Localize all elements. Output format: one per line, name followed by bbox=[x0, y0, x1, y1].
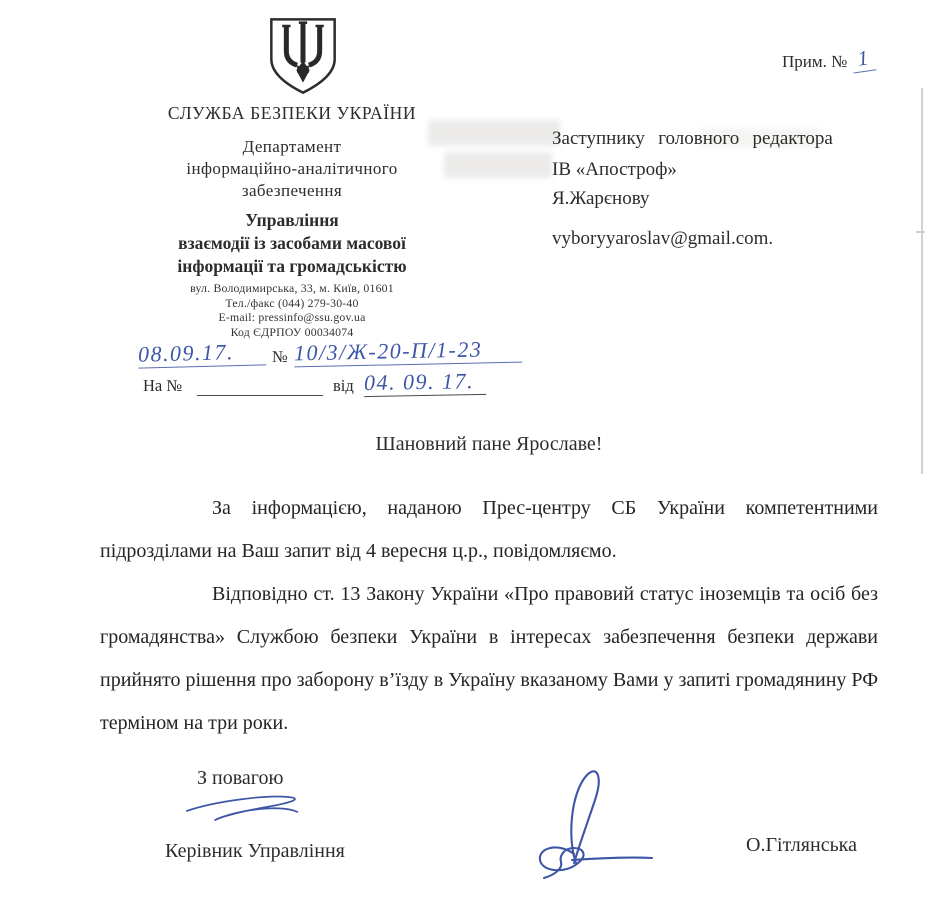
department-line: Департамент bbox=[242, 137, 342, 156]
closing-flourish-signature bbox=[178, 789, 310, 829]
incoming-ref-label: На № bbox=[143, 376, 183, 395]
phone-line: Тел./факс (044) 279-30-40 bbox=[225, 295, 359, 310]
closing-respectfully: З повагою bbox=[197, 767, 284, 789]
edrpou-line: Код ЄДРПОУ 00034074 bbox=[230, 324, 354, 339]
department-line: інформаційно-аналітичного bbox=[186, 159, 398, 178]
division-line: взаємодії із засобами масової bbox=[178, 233, 406, 253]
outgoing-date-handwritten: 08.09.17. bbox=[138, 338, 267, 368]
department-name bbox=[122, 136, 462, 202]
division-line: Управління bbox=[245, 210, 339, 230]
email-line: E-mail: pressinfo@ssu.gov.ua bbox=[218, 310, 366, 325]
salutation: Шановний пане Ярославе! bbox=[375, 433, 603, 455]
scan-edge-tick bbox=[916, 231, 925, 233]
signer-name: О.Гітлянська bbox=[746, 834, 857, 856]
print-mark-label: Прим. № bbox=[782, 52, 848, 71]
print-mark bbox=[782, 45, 874, 74]
print-mark-number-handwritten: 1 bbox=[850, 45, 876, 74]
outgoing-number-handwritten: 10/3/Ж-20-П/1-23 bbox=[294, 336, 523, 368]
scan-edge-line bbox=[921, 88, 923, 474]
recipient-line: Заступнику головного редактора bbox=[552, 128, 833, 149]
incoming-date-handwritten: 04. 09. 17. bbox=[364, 368, 486, 397]
signer-position: Керівник Управління bbox=[165, 840, 345, 862]
department-line: забезпечення bbox=[241, 181, 343, 200]
recipient-line: ІВ «Апостроф» bbox=[552, 159, 677, 180]
division-name bbox=[122, 209, 462, 278]
body-paragraph-2: Відповідно ст. 13 Закону України «Про правовий статус іноземців та осіб без громадянства» Службою безпеки України в інтересах забезпечення безпеки держави прийнято рішення про заборону в’їзду в Україну вказаному Вами у запиті громадянину РФ терміном на три роки. bbox=[100, 583, 878, 734]
division-line: інформації та громадськістю bbox=[177, 256, 407, 276]
incoming-from-label: від bbox=[333, 376, 354, 395]
signer-signature bbox=[530, 762, 670, 880]
org-name: СЛУЖБА БЕЗПЕКИ УКРАЇНИ bbox=[167, 103, 417, 123]
body-paragraph-1: За інформацією, наданою Прес-центру СБ України компетентними підрозділами на Ваш запит від 4 вересня ц.р., повідомляємо. bbox=[100, 497, 878, 562]
trident-emblem-icon bbox=[257, 16, 349, 96]
recipient-email: vyboryyaroslav@gmail.com. bbox=[552, 228, 774, 249]
incoming-number-blank bbox=[197, 376, 323, 396]
number-sign: № bbox=[272, 347, 288, 366]
recipient-line: Я.Жарєнову bbox=[552, 188, 650, 209]
address-line: вул. Володимирська, 33, м. Київ, 01601 bbox=[190, 281, 394, 295]
contact-block bbox=[122, 281, 462, 339]
